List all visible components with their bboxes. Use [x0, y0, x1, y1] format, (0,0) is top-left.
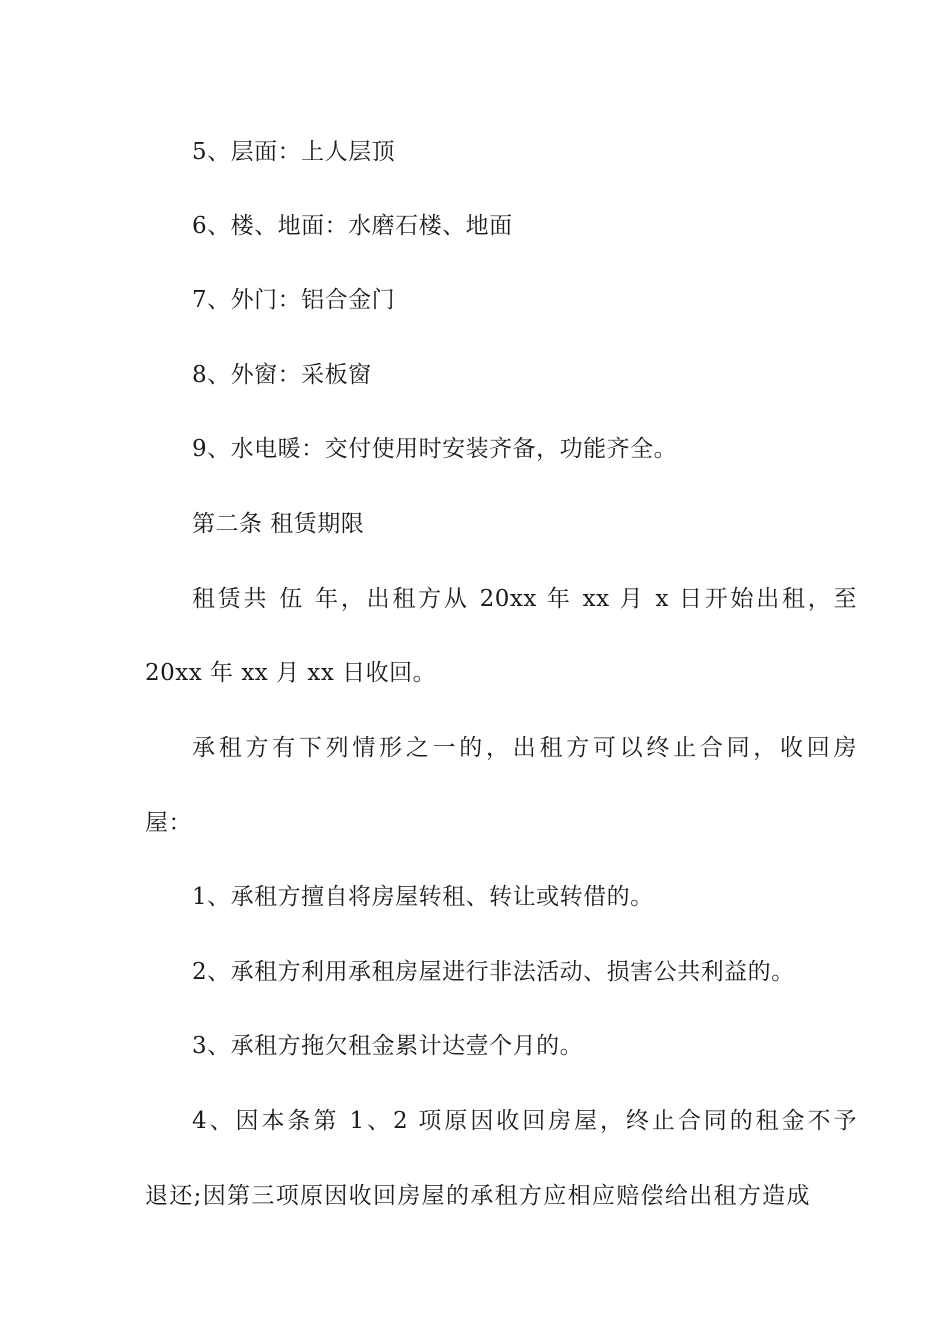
- list-item: 3、承租方拖欠租金累计达壹个月的。: [192, 1033, 584, 1059]
- section-heading: 第二条 租赁期限: [192, 511, 365, 537]
- list-item: 2、承租方利用承租房屋进行非法活动、损害公共利益的。: [192, 959, 795, 985]
- paragraph-line: 20xx 年 xx 月 xx 日收回。: [145, 660, 437, 686]
- paragraph-line: 5、层面：上人层顶: [192, 139, 396, 165]
- paragraph-line: 屋：: [145, 810, 192, 836]
- paragraph-line: 8、外窗：采板窗: [192, 362, 372, 388]
- paragraph-line: 6、楼、地面：水磨石楼、地面: [192, 213, 513, 239]
- paragraph-line: 租赁共 伍 年，出租方从 20xx 年 xx 月 x 日开始出租，至: [192, 586, 857, 612]
- paragraph-line: 退还;因第三项原因收回房屋的承租方应相应赔偿给出租方造成: [145, 1183, 810, 1209]
- list-item: 1、承租方擅自将房屋转租、转让或转借的。: [192, 884, 654, 910]
- paragraph-line: 9、水电暖：交付使用时安装齐备，功能齐全。: [192, 436, 678, 462]
- paragraph-line: 承租方有下列情形之一的，出租方可以终止合同，收回房: [192, 735, 857, 761]
- list-item: 4、因本条第 1、2 项原因收回房屋，终止合同的租金不予: [192, 1108, 857, 1134]
- paragraph-line: 7、外门：铝合金门: [192, 287, 396, 313]
